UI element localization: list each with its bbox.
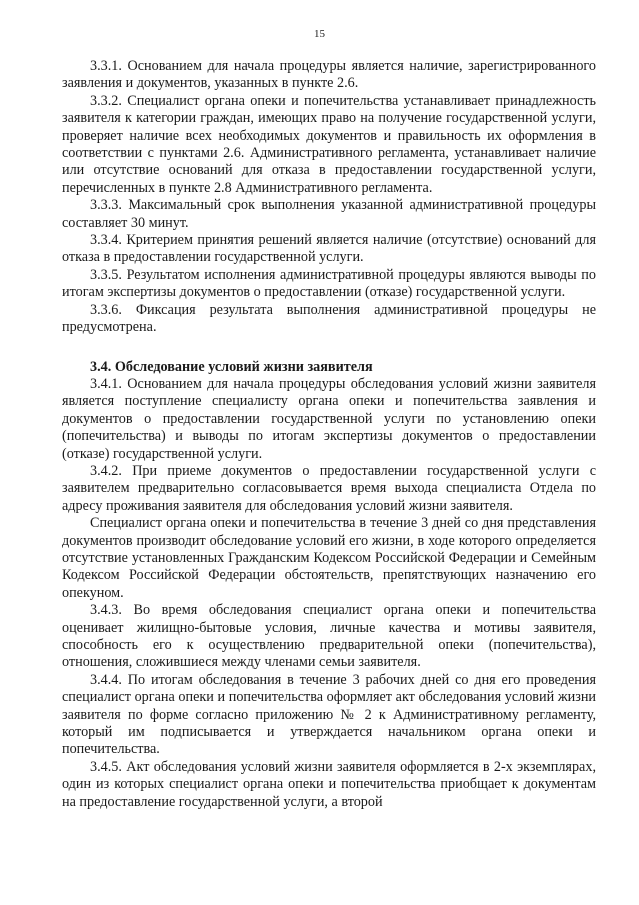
- paragraph-3-4-3: 3.4.3. Во время обследования специалист органа опеки и попечительства оценивает жилищно-бытовые условия, личные качества и мотивы заявителя, способность его к осуществлению предварительной опеки (попечительства), отношения, сложившиеся между членами семьи заявителя.: [62, 602, 596, 671]
- paragraph-3-4-1: 3.4.1. Основанием для начала процедуры обследования условий жизни заявителя является поступление специалисту органа опеки и попечительства заявления и документов о предоставлении государственной услуги по установлению опеки (попечительства) и выводы по итогам экспертизы документов о предоставлении (отказе) государственной услуги.: [62, 375, 596, 462]
- paragraph-3-4-5: 3.4.5. Акт обследования условий жизни заявителя оформляется в 2-х экземплярах, один из которых специалист органа опеки и попечительства приобщает к документам на предоставление государственной услуги, а второй: [62, 758, 596, 810]
- paragraph-3-4-2: 3.4.2. При приеме документов о предоставлении государственной услуги с заявителем предварительно согласовывается время выхода специалиста Отдела по адресу проживания заявителя для обследования условий жизни заявителя.: [62, 462, 596, 514]
- page-number: 15: [314, 28, 325, 40]
- paragraph-3-3-2: 3.3.2. Специалист органа опеки и попечительства устанавливает принадлежность заявителя к категории граждан, имеющих право на получение государственной услуги, проверяет наличие всех необходимых документов и правильность их оформления в соответствии с пунктами 2.6. Административного регламента, устанавливает наличие или отсутствие оснований для отказа в предоставлении государственной услуги, перечисленных в пункте 2.8 Административного регламента.: [62, 92, 596, 196]
- paragraph-3-4-4: 3.4.4. По итогам обследования в течение 3 рабочих дней со дня его проведения специалист органа опеки и попечительства оформляет акт обследования условий жизни заявителя по форме согласно приложению № 2 к Административному регламенту, который им подписывается и утверждается начальником органа опеки и попечительства.: [62, 671, 596, 758]
- paragraph-3-4-2-cont: Специалист органа опеки и попечительства в течение 3 дней со дня представления документов производит обследование условий его жизни, в ходе которого определяется отсутствие установленных Гражданским Кодексом Российской Федерации и Семейным Кодексом Российской Федерации обстоятельств, препятствующих назначению его опекуном.: [62, 515, 596, 601]
- paragraph-3-3-3: 3.3.3. Максимальный срок выполнения указанной административной процедуры составляет 30 минут.: [62, 197, 596, 231]
- paragraph-3-3-4: 3.3.4. Критерием принятия решений является наличие (отсутствие) оснований для отказа в предоставлении государственной услуги.: [62, 232, 596, 266]
- paragraph-3-3-1: 3.3.1. Основанием для начала процедуры является наличие, зарегистрированного заявления и документов, указанных в пункте 2.6.: [62, 58, 596, 92]
- paragraph-3-3-6: 3.3.6. Фиксация результата выполнения административной процедуры не предусмотрена.: [62, 301, 596, 336]
- section-heading-3-4: 3.4. Обследование условий жизни заявителя: [90, 358, 373, 375]
- document-body: [62, 58, 596, 811]
- paragraph-3-3-5: 3.3.5. Результатом исполнения административной процедуры являются выводы по итогам экспертизы документов о предоставлении (отказе) государственной услуги.: [62, 266, 596, 301]
